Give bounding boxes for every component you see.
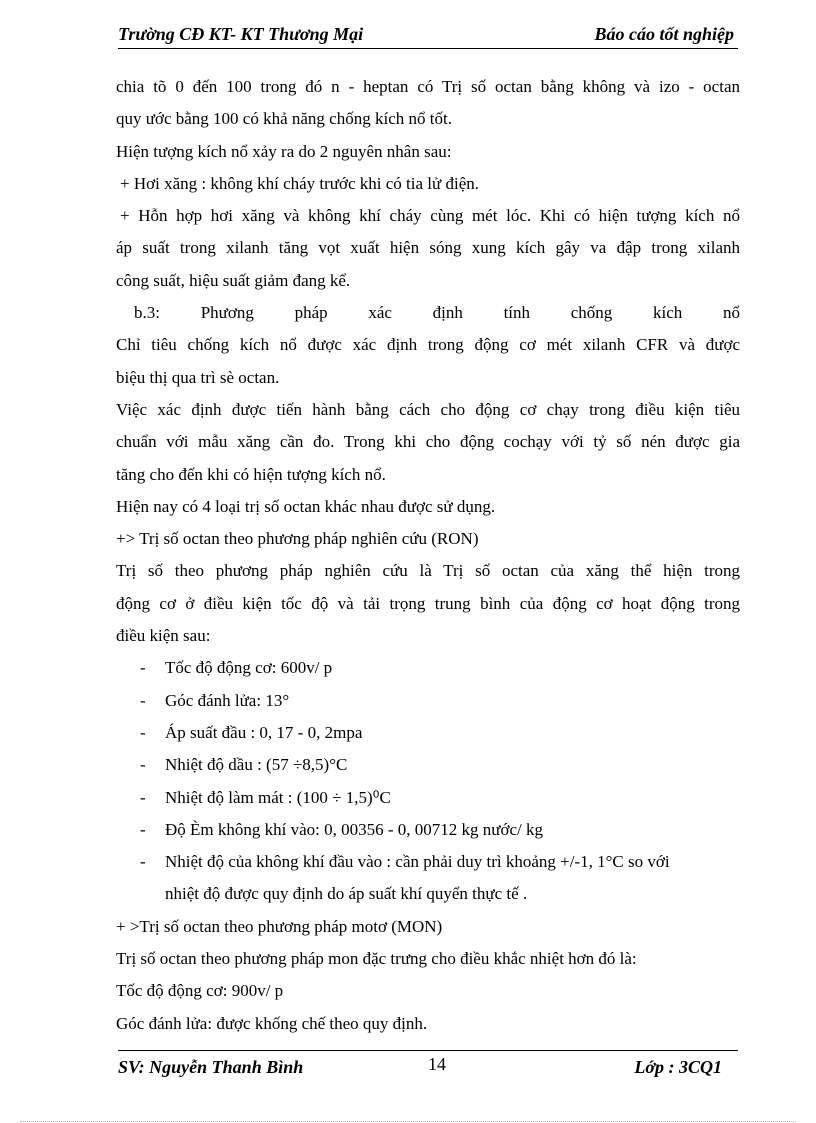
list-item: - Áp suất đầu : 0, 17 - 0, 2mpa: [140, 722, 363, 742]
text-line: chuẩn với mẫu xăng cần đo. Trong khi cho động cochạy với tỷ số nén được gia: [116, 432, 740, 452]
text-line: Hiện nay có 4 loại trị số octan khác nhau được sử dụng.: [116, 496, 496, 516]
list-item: - Nhiệt độ dầu : (57 ÷8,5)°C: [140, 755, 348, 775]
text-line: + Hỗn hợp hơi xăng và không khí cháy cùng mét lóc. Khi có hiện tượng kích nổ: [120, 206, 740, 226]
list-item-continuation: nhiệt độ được quy định do áp suất khí quyển thực tế .: [165, 884, 528, 904]
list-item: - Độ Èm không khí vào: 0, 00356 - 0, 00712 kg nước/ kg: [140, 819, 544, 839]
page-header: [118, 22, 738, 49]
text-line: công suất, hiệu suất giảm đang kể.: [116, 270, 351, 290]
text-line: áp suất trong xilanh tăng vọt xuất hiện sóng xung kích gây va đập trong xilanh: [116, 238, 740, 258]
text-line: biệu thị qua trì sè octan.: [116, 367, 280, 387]
text-line: Tốc độ động cơ: 900v/ p: [116, 981, 284, 1001]
text-line: Góc đánh lửa: được khống chế theo quy định.: [116, 1013, 428, 1033]
list-item: - Tốc độ động cơ: 600v/ p: [140, 658, 333, 678]
page-footer: [118, 1050, 738, 1081]
text-line: + Hơi xăng : không khí cháy trước khi có tia lử điện.: [120, 173, 480, 193]
section-heading: b.3: Phương pháp xác định tính chống kích nổ: [134, 303, 740, 323]
list-item: - Nhiệt độ làm mát : (100 ÷ 1,5)⁰C: [140, 787, 391, 807]
text-line: +> Trị số octan theo phương pháp nghiên cứu (RON): [116, 529, 479, 549]
text-line: + >Trị số octan theo phương pháp motơ (MON): [116, 916, 443, 936]
text-line: Việc xác định được tiến hành bằng cách cho động cơ chạy trong điều kiện tiêu: [116, 399, 740, 419]
page-number: 14: [428, 1054, 446, 1074]
text-line: điều kiện sau:: [116, 626, 211, 646]
text-line: chia tõ 0 đến 100 trong đó n - heptan có Trị số octan bằng không và izo - octan: [116, 77, 740, 96]
page-bottom-divider: [20, 1121, 796, 1122]
text-line: Trị số theo phương pháp nghiên cứu là Trị số octan của xăng thể hiện trong: [116, 561, 740, 581]
text-line: quy ước bằng 100 có khả năng chống kích nổ tốt.: [116, 109, 452, 129]
student-name: SV: Nguyễn Thanh Bình: [118, 1057, 304, 1077]
class-name: Lớp : 3CQ1: [634, 1057, 722, 1077]
school-name: Trường CĐ KT- KT Thương Mại: [118, 24, 364, 44]
text-line: tăng cho đến khi có hiện tượng kích nổ.: [116, 464, 386, 484]
report-title: Báo cáo tốt nghiệp: [594, 24, 734, 44]
text-line: Chỉ tiêu chống kích nổ được xác định trong động cơ mét xilanh CFR và được: [116, 335, 740, 355]
text-line: Trị số octan theo phương pháp mon đặc trưng cho điều khắc nhiệt hơn đó là:: [116, 949, 637, 969]
list-item: - Góc đánh lửa: 13°: [140, 690, 290, 710]
text-line: Hiện tượng kích nổ xảy ra do 2 nguyên nhân sau:: [116, 141, 452, 161]
text-line: động cơ ở điều kiện tốc độ và tải trọng trung bình của động cơ hoạt động trong: [116, 593, 740, 613]
document-body: [116, 71, 740, 1040]
list-item: - Nhiệt độ của không khí đầu vào : cần phải duy trì khoảng +/-1, 1°C so với: [140, 852, 670, 872]
